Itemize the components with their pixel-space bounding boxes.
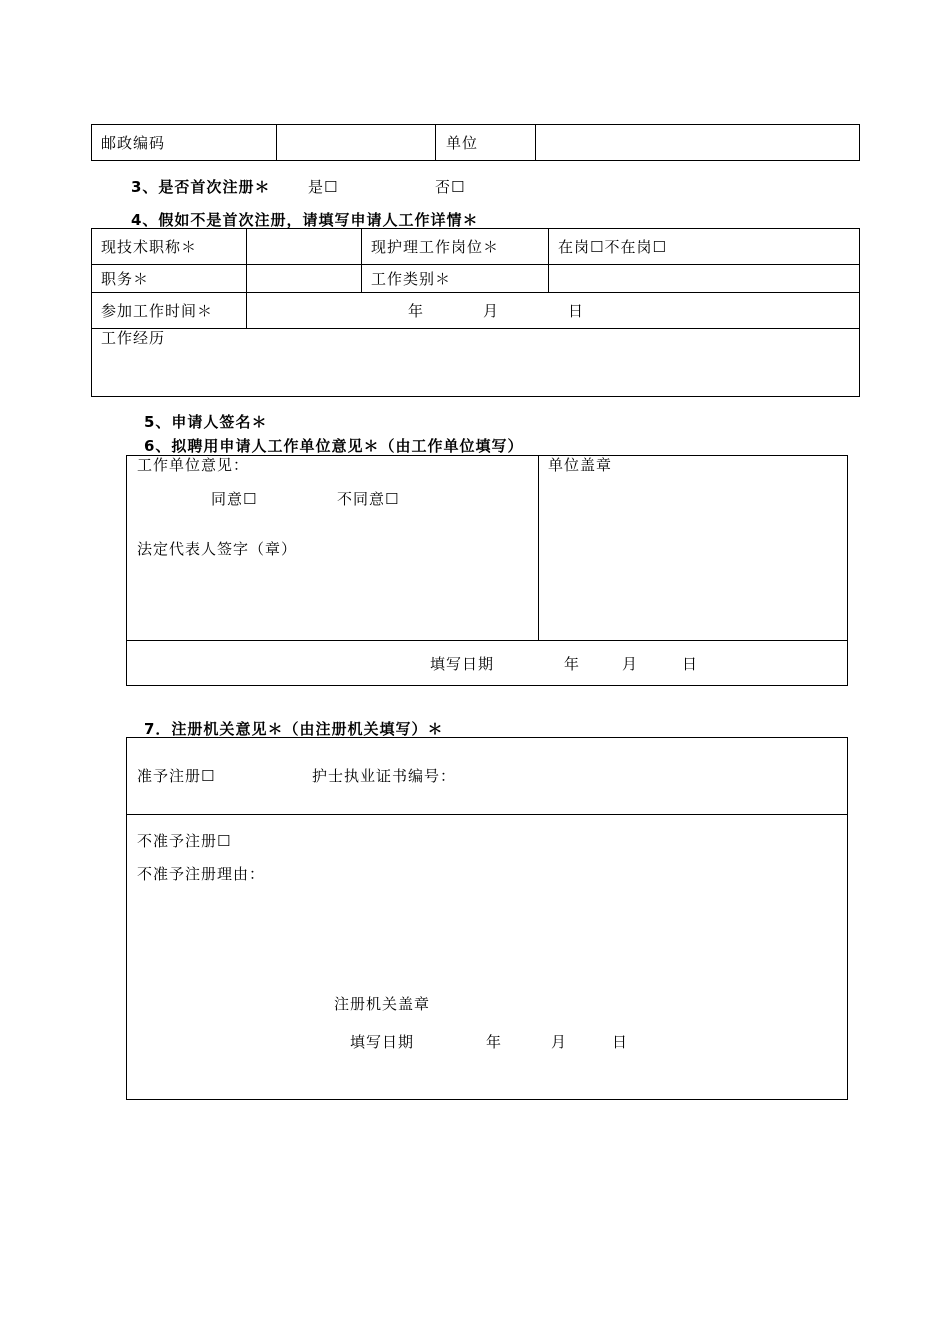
q6-label: 6、拟聘用申请人工作单位意见＊（由工作单位填写） xyxy=(144,437,524,455)
q4-label: 4、假如不是首次注册，请填写申请人工作详情＊ xyxy=(131,211,479,229)
position-field[interactable] xyxy=(254,270,354,288)
authority-fill-date-day[interactable]: 日 xyxy=(612,1033,629,1051)
work-col-line-1 xyxy=(246,228,247,328)
applicant-signature-field[interactable] xyxy=(282,410,482,432)
nursing-post-label: 现护理工作岗位＊ xyxy=(371,238,500,256)
postal-code-field[interactable] xyxy=(286,134,426,152)
post-status-checkboxes[interactable]: 在岗☐不在岗☐ xyxy=(558,238,667,256)
work-start-day[interactable]: 日 xyxy=(568,302,585,320)
q5-label: 5、申请人签名＊ xyxy=(144,413,268,431)
unit-fill-date-year[interactable]: 年 xyxy=(564,655,581,673)
license-number-label: 护士执业证书编号： xyxy=(312,767,457,785)
legal-rep-signature-label: 法定代表人签字（章） xyxy=(137,540,298,558)
unit-label: 单位 xyxy=(446,134,479,152)
unit-fill-date-day[interactable]: 日 xyxy=(682,655,699,673)
reject-checkbox[interactable]: 不准予注册☐ xyxy=(137,832,232,850)
work-history-label: 工作经历 xyxy=(101,329,166,347)
postal-divider-3 xyxy=(535,124,536,161)
work-category-field[interactable] xyxy=(558,270,848,288)
work-category-label: 工作类别＊ xyxy=(371,270,452,288)
work-row-line-3 xyxy=(91,328,860,329)
postal-divider-1 xyxy=(276,124,277,161)
work-col-line-2 xyxy=(361,228,362,292)
authority-fill-date-year[interactable]: 年 xyxy=(486,1033,503,1051)
unit-opinion-label: 工作单位意见： xyxy=(137,456,250,474)
approve-checkbox[interactable]: 准予注册☐ xyxy=(137,767,216,785)
license-number-field[interactable] xyxy=(470,764,830,788)
work-start-month[interactable]: 月 xyxy=(483,302,500,320)
unit-opinion-date-line xyxy=(126,640,848,641)
unit-fill-date-month[interactable]: 月 xyxy=(622,655,639,673)
unit-seal-label: 单位盖章 xyxy=(548,456,613,474)
unit-field[interactable] xyxy=(545,134,845,152)
q3-label: 3、是否首次注册＊ xyxy=(131,178,271,196)
authority-fill-date-label: 填写日期 xyxy=(350,1033,415,1051)
q3-no-checkbox[interactable]: 否☐ xyxy=(435,178,466,196)
agree-checkbox[interactable]: 同意☐ xyxy=(211,490,258,508)
position-label: 职务＊ xyxy=(101,270,150,288)
work-col-line-3 xyxy=(548,228,549,292)
q7-label: 7．注册机关意见＊（由注册机关填写）＊ xyxy=(144,720,444,738)
postal-divider-2 xyxy=(435,124,436,161)
tech-title-label: 现技术职称＊ xyxy=(101,238,198,256)
disagree-checkbox[interactable]: 不同意☐ xyxy=(337,490,400,508)
work-row-line-1 xyxy=(91,264,860,265)
work-row-line-2 xyxy=(91,292,860,293)
unit-opinion-divider xyxy=(538,455,539,641)
q3-yes-checkbox[interactable]: 是☐ xyxy=(308,178,339,196)
authority-seal-label: 注册机关盖章 xyxy=(334,995,431,1013)
postal-code-label: 邮政编码 xyxy=(101,134,166,152)
work-start-label: 参加工作时间＊ xyxy=(101,302,214,320)
work-start-year[interactable]: 年 xyxy=(408,302,425,320)
authority-opinion-divider xyxy=(126,814,848,815)
reject-reason-label: 不准予注册理由： xyxy=(137,865,266,883)
unit-fill-date-label: 填写日期 xyxy=(430,655,495,673)
reject-reason-field[interactable] xyxy=(137,888,837,984)
work-history-field[interactable] xyxy=(92,348,858,395)
authority-fill-date-month[interactable]: 月 xyxy=(551,1033,568,1051)
tech-title-field[interactable] xyxy=(254,238,354,256)
